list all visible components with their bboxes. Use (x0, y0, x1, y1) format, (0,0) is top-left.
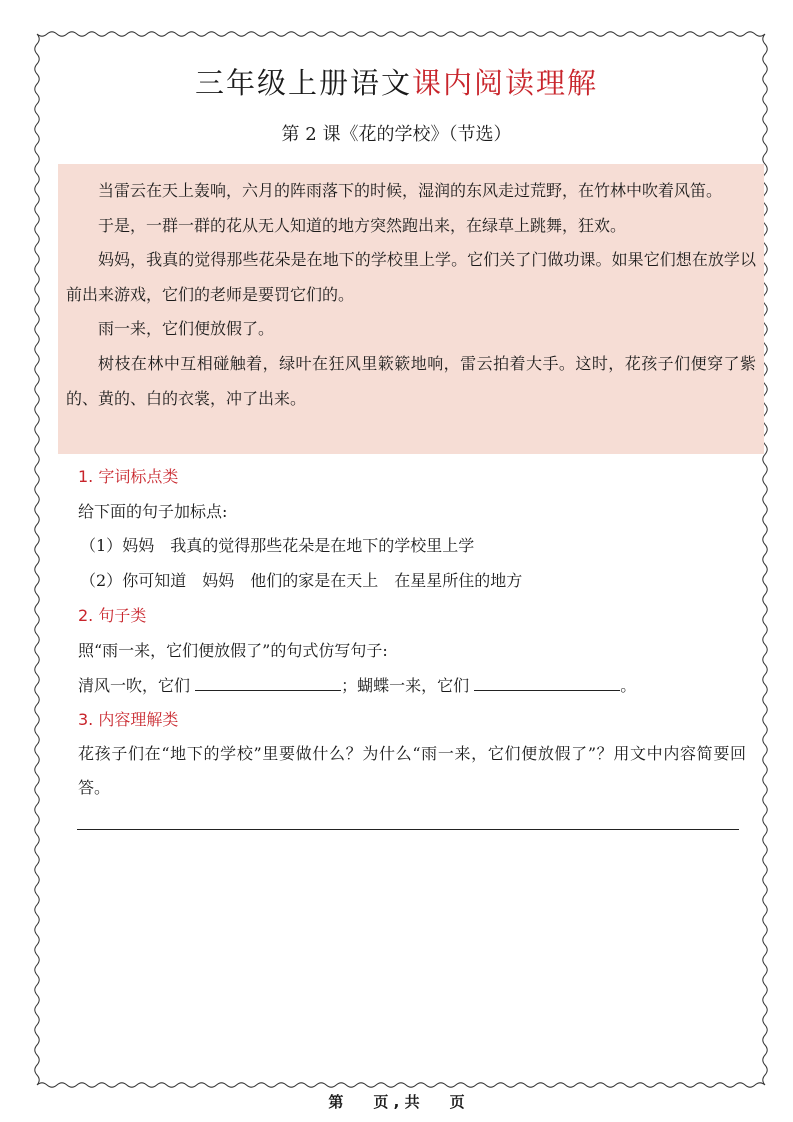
page-title (0, 63, 793, 103)
passage-paragraph: 妈妈，我真的觉得那些花朵是在地下的学校里上学。它们关了门做功课。如果它们想在放学以前出来游戏，它们的老师是要罚它们的。 (66, 250, 756, 304)
q1-item-2-text: 他们的家是在天上 (250, 571, 379, 590)
passage-paragraph: 于是，一群一群的花从无人知道的地方突然跑出来，在绿草上跳舞，狂欢。 (98, 215, 627, 235)
page-footer: 第 页 , 共 页 (328, 1093, 465, 1111)
q1-item-1 (80, 532, 474, 560)
answer-blank-1[interactable] (195, 672, 341, 691)
q2-fill-text: 清风一吹，它们 (78, 676, 191, 695)
q1-item-2-text: 妈妈 (202, 571, 235, 590)
q1-item-2-text: 在星星所住的地方 (394, 571, 523, 590)
passage-paragraph: 树枝在林中互相碰触着，绿叶在狂风里簌簌地响，雷云拍着大手。这时，花孩子们便穿了紫的、黄的、白的衣裳，冲了出来。 (66, 353, 756, 408)
q1-instruction: 给下面的句子加标点: (78, 502, 228, 521)
q1-item-2-text: 你可知道 (122, 571, 187, 590)
q2-fill-in (78, 672, 636, 700)
q2-fill-text: 。 (620, 676, 637, 695)
answer-blank-2[interactable] (474, 672, 620, 691)
q2-fill-text: ；蝴蝶一来，它们 (341, 676, 470, 695)
lesson-subtitle: 第 2 课《花的学校》（节选） (281, 124, 512, 145)
q1-item-2-number: （2） (80, 571, 123, 590)
passage-paragraph: 当雷云在天上轰响，六月的阵雨落下的时候，湿润的东风走过荒野，在竹林中吹着风笛。 (98, 181, 723, 200)
answer-line[interactable] (77, 829, 739, 830)
q1-item-2 (80, 567, 522, 595)
q1-item-1-text: 妈妈 (122, 536, 155, 555)
q2-heading: 2. 句子类 (78, 606, 147, 625)
q1-heading: 1. 字词标点类 (78, 467, 179, 486)
q1-item-1-number: （1） (80, 536, 123, 555)
title-highlight: 课内阅读理解 (412, 66, 599, 100)
q2-instruction: 照“雨一来，它们便放假了”的句式仿写句子: (78, 641, 388, 660)
reading-passage (58, 164, 764, 454)
q3-heading: 3. 内容理解类 (78, 710, 179, 729)
title-main: 三年级上册语文 (194, 66, 412, 100)
q1-item-1-text: 我真的觉得那些花朵是在地下的学校里上学 (170, 536, 475, 555)
q3-question: 花孩子们在“地下的学校”里要做什么？为什么“雨一来，它们便放假了”？用文中内容简要回答。 (78, 744, 746, 797)
passage-paragraph: 雨一来，它们便放假了。 (98, 319, 275, 339)
